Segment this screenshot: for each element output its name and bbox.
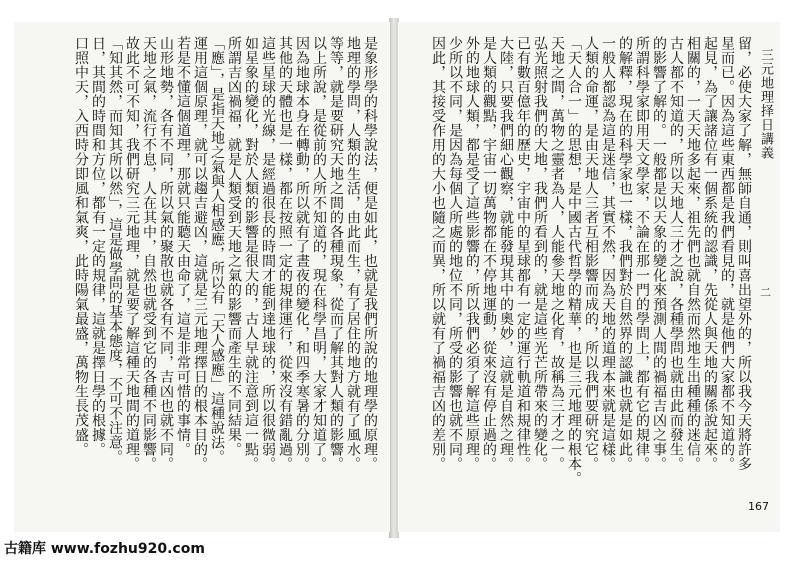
left-page-text xyxy=(14,22,390,532)
site-watermark: 古籍库 www.fozhu920.com xyxy=(4,541,205,557)
text-column: 是人類的觀點，宇宙一切萬物都在不停地運動，從來沒有停止過的。 xyxy=(481,36,497,471)
text-column: 所謂吉凶禍福，就是人類受到天地之氣的影響而產生的不同結果。 xyxy=(226,36,242,457)
text-column: 已有數百億年的歷史，宇宙中的星球都有一定的運行軌道和規律性。 xyxy=(515,36,531,471)
text-column: 「天人合一」的思想，是中國古代哲學的精華，也是三元地理的根本。 xyxy=(566,36,582,486)
text-column: 因為地球本身在轉動，所以就有了晝夜的變化，和四季寒暑的分別。 xyxy=(294,36,310,471)
text-column: 運用這個原理，就可以趨吉避凶，這就是三元地理擇日的根本目的。 xyxy=(192,36,208,471)
running-head: 三元地理择日講義 xyxy=(758,48,773,160)
text-column: 少所以不同，是因為每個人所處的地位不同，所受的影響也就不同。 xyxy=(447,36,463,471)
page-number: 167 xyxy=(748,500,769,513)
text-column: 外的地球人類，都是受了這些影響的，所以我們必須了解這些原理。 xyxy=(464,36,480,471)
text-column: 是象形學的科學說法，便是如此，也就是我們所說的地理學的原理。 xyxy=(362,36,378,471)
text-column: 留，必使大家了解，無師自通，則叫喜出望外的，所以我今天將許多 xyxy=(736,36,752,471)
left-page xyxy=(14,22,390,532)
text-column: 一般人都認為這是迷信，其實不然，因為天地的道理本來就是這樣。 xyxy=(600,36,616,471)
text-column: 天地之氣，流行不息，人在其中，自然也就受到它的各種不同影響。 xyxy=(141,36,157,471)
text-column: 星而已。因為這些東西都是我們看見的，就是他們大家都不知道的。 xyxy=(719,36,735,471)
text-column: 起見，為了讓諸位有一個系統的認識，先從人與天地的關係說起來。 xyxy=(702,36,718,471)
text-column: 大陸，只要我們細心觀察，就能發現其中的奧妙，這就是自然之理。 xyxy=(498,36,514,471)
text-column: 弘光照射我們的大地，我們所看到的，就是這些光芒所帶來的變化。 xyxy=(532,36,548,471)
text-column: 口照中天，入西時分即風和氣爽，此時陽氣最盛，萬物生長茂盛。 xyxy=(73,36,89,457)
text-column: 地理的學問，人類的生活，由此而生，有了居住的地方就有了風水。 xyxy=(345,36,361,471)
right-page xyxy=(398,22,780,532)
text-column: 若是不懂這個道理，那就只能聽天由命了，這是非常可惜的事情。 xyxy=(175,36,191,457)
text-column: 的影響了解的。一般都是以天象的變化來預測人間的禍福吉凶之事。 xyxy=(651,36,667,471)
text-column: 「知其然，而知其所以然」，這是做學問的基本態度，不可不注意。 xyxy=(107,36,123,464)
text-column: 日，其間的時間和方位，都有一定的規律，這就是擇日學的根據。 xyxy=(90,36,106,457)
text-column: 因此，其接受作用的大小也隨之而異，所以就有了禍福吉凶的差別。 xyxy=(430,36,446,471)
text-column: 相關的，一天天地多起來，祖先們也就自然而然地生出種種的迷信。 xyxy=(685,36,701,471)
text-column: 山形地勢，各有不同，所以氣的聚散也就各有不同，吉凶也就不同。 xyxy=(158,36,174,471)
margin-mark: 二 xyxy=(760,286,771,299)
text-column: 的解釋，現在的科學家也一樣，我們對於自然界的認識也就是如此。 xyxy=(617,36,633,471)
text-column: 古人都不知道的，所以天地人三才之說，各種學問也就由此而發生。 xyxy=(668,36,684,471)
text-column: 其他的天體也是一樣，都在按照一定的規律運行，從來沒有錯亂過。 xyxy=(277,36,293,471)
text-column: 故此不可不知，我們研究三元地理，就是要了解這種天地間的道理。 xyxy=(124,36,140,471)
text-column: 天地之間，萬物之靈者為人，人能參天地之化育，故稱為三才之一。 xyxy=(549,36,565,471)
text-column: 等等，就是要研究天地之間的各種現象，從而了解其對人類的影響。 xyxy=(328,36,344,471)
text-column: 「應」，是指天地之氣與人相感應，所以有「天人感應」這種說法。 xyxy=(209,36,225,464)
text-column: 所謂科學家即用天文學家，不論在那一門的學問上，都有它的規律。 xyxy=(634,36,650,471)
text-column: 這些星球的光線，是經過很長的時間才能到達地球的，所以很微弱。 xyxy=(260,36,276,471)
right-page-text xyxy=(398,22,780,532)
text-column: 以上所說，是從前的人所不知道的，現在科學昌明，大家才知道了。 xyxy=(311,36,327,471)
text-column: 人類的命運，是由天地人三者互相影響而成的，所以我們要研究它。 xyxy=(583,36,599,471)
text-column: 如星象的變化，對於人類的影響是很大的，古人早就注意到這一點。 xyxy=(243,36,259,471)
